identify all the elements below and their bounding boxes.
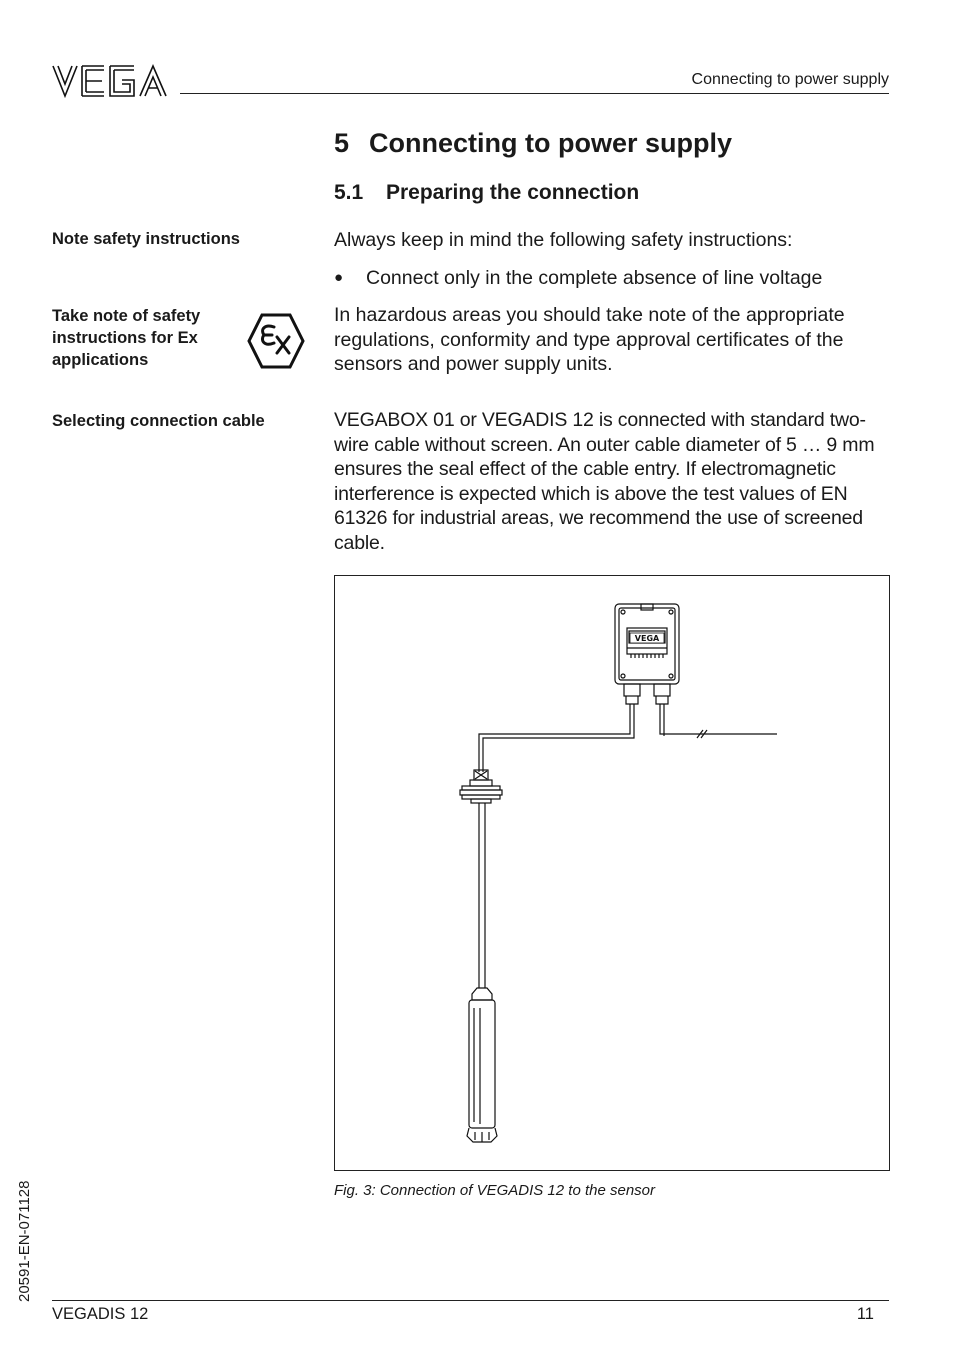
sidebar-cable: Selecting connection cable [52,412,265,430]
footer-rule [52,1300,889,1301]
sidebar-note-safety: Note safety instructions [52,230,240,248]
document-number: 20591-EN-071128 [16,1180,33,1302]
footer-product: VEGADIS 12 [52,1305,149,1323]
chapter-number: 5 [334,128,350,158]
page-number: 11 [856,1305,874,1323]
ex-symbol-icon [247,313,305,369]
section-title [334,181,639,205]
sidebar-ex-safety: Take note of safety instructions for Ex applications [52,307,201,369]
header-title: Connecting to power supply [691,71,889,88]
chapter-title [334,128,732,159]
bullet-symbol: ● [334,269,344,286]
vega-logo [52,64,168,98]
vegadis-sensor-diagram [335,576,889,1170]
intro-text: Always keep in mind the following safety instructions: [334,229,793,251]
device-logo: VEGA [634,634,660,643]
bullet-text: Connect only in the complete absence of line voltage [366,267,823,289]
hazard-text: In hazardous areas you should take note of the appropriate regulations, conformity and type approval certificates of the sensors and power supply units. [334,304,845,375]
section-title-text: Preparing the connection [386,181,640,204]
figure-caption: Fig. 3: Connection of VEGADIS 12 to the sensor [334,1182,656,1199]
header-rule [180,93,889,94]
section-number: 5.1 [334,181,364,204]
bullet-item [334,266,822,290]
chapter-title-text: Connecting to power supply [369,128,732,158]
cable-text: VEGABOX 01 or VEGADIS 12 is connected with standard two-wire cable without screen. An outer cable diameter of 5 … 9 mm ensures the seal effect of the cable entry. If electromagnetic interference is expected which is above the test values of EN 61326 for industrial areas, we recommend the use of screened cable. [334,409,875,554]
